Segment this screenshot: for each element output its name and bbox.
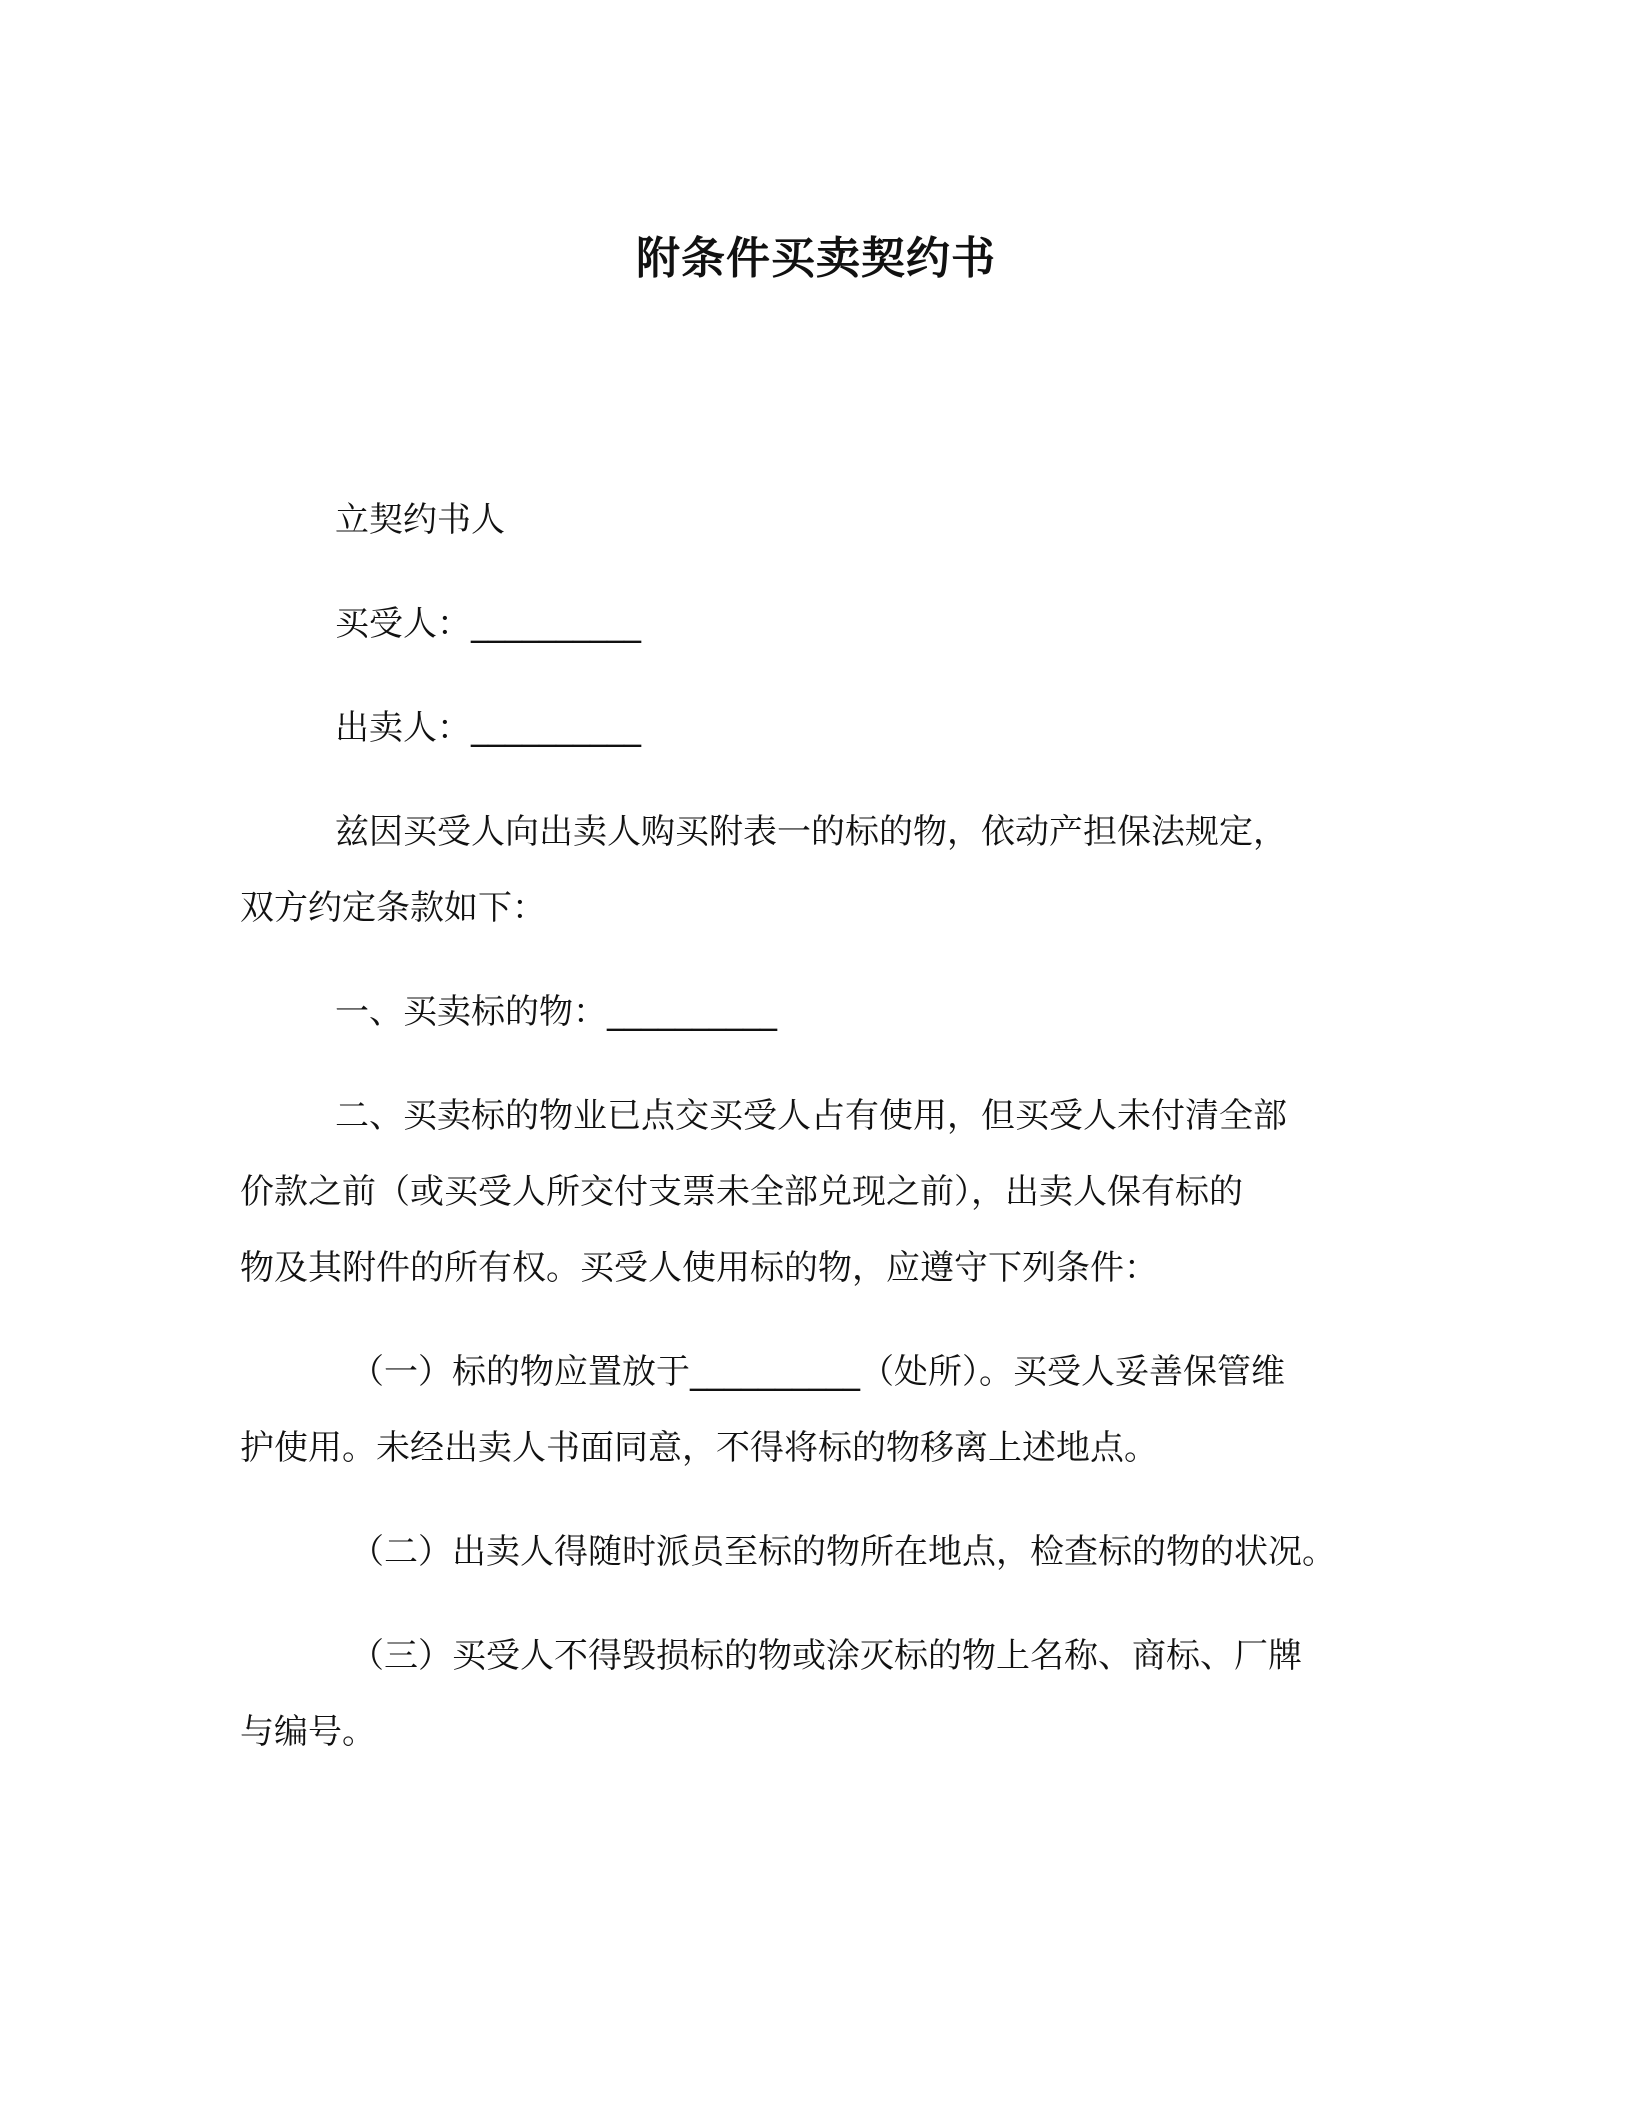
sub-clause-1-line-1: （一）标的物应置放于__________（处所）。买受人妥善保管维 [350,1352,1285,1392]
clause-2-line-1: 二、买卖标的物业已点交买受人占有使用，但买受人未付清全部 [335,1096,1287,1136]
document-title: 附条件买卖契约书 [636,233,996,284]
preamble-line-1: 兹因买受人向出卖人购买附表一的标的物，依动产担保法规定， [335,812,1287,852]
clause-1-line: 一、买卖标的物：__________ [335,992,777,1032]
sub-clause-3-line-2: 与编号。 [240,1712,376,1752]
sub-clause-3-line-1: （三）买受人不得毁损标的物或涂灭标的物上名称、商标、厂牌 [350,1636,1302,1676]
sub-clause-2-line: （二）出卖人得随时派员至标的物所在地点，检查标的物的状况。 [350,1532,1336,1572]
seller-line: 出卖人：__________ [335,708,641,748]
clause-2-line-3: 物及其附件的所有权。买受人使用标的物，应遵守下列条件： [240,1248,1158,1288]
sub-clause-1-line-2: 护使用。未经出卖人书面同意，不得将标的物移离上述地点。 [240,1428,1158,1468]
clause-2-line-2: 价款之前（或买受人所交付支票未全部兑现之前），出卖人保有标的 [240,1172,1243,1212]
contract-parties-heading: 立契约书人 [335,500,505,540]
preamble-line-2: 双方约定条款如下： [240,888,546,928]
buyer-line: 买受人：__________ [335,604,641,644]
